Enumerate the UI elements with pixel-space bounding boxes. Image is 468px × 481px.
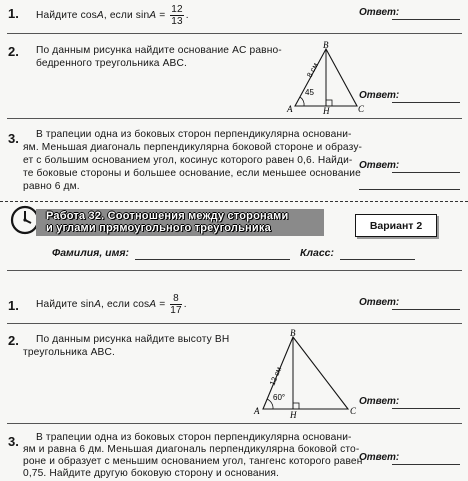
answer-label: Ответ: [359,396,400,407]
vertex-label-a: A [287,104,293,114]
variant-badge [355,214,437,237]
answer-line[interactable] [392,309,460,310]
answer-line[interactable] [392,19,460,20]
question-text-line: ям. Меньшая диагональ перпендикулярна боковой стороне и образу- [23,142,363,153]
question-number: 3. [8,131,19,146]
answer-label: Ответ: [359,160,400,171]
vertex-label-c: C [358,104,365,114]
cut-line [0,201,468,202]
vertex-label-h: H [323,106,330,115]
divider [7,270,462,271]
title-line: Работа 32. Соотношения между сторонами [46,210,289,222]
question-text-line: По данным рисунка найдите основание AC равно- [36,45,282,56]
question-number: 2. [8,333,19,348]
question-text-line: По данным рисунка найдите высоту BH [36,334,230,345]
divider [7,323,462,324]
question-text-line: роне и образует с меньшим основанием угол, тангенс которого равен [23,456,363,467]
side-label: 12 см [267,365,284,387]
answer-label: Ответ: [359,452,400,463]
answer-label: Ответ: [359,90,400,101]
variant-label: Вариант 2 [369,219,423,232]
answer-label: Ответ: [359,7,400,18]
question-number: 1. [8,298,19,313]
divider [7,33,462,34]
question-text-line: ет с большим основанием угол, косинус которого равен 0,6. Найди- [23,155,353,166]
answer-line[interactable] [359,189,460,190]
vertex-label-c: C [350,406,357,416]
answer-line[interactable] [392,464,460,465]
fraction: $\frac{12}{13}$ [171,4,183,27]
question-text-line: В трапеции одна из боковых сторон перпендикулярна основани- [36,432,352,443]
vertex-label-b: B [290,328,296,338]
answer-line[interactable] [392,172,460,173]
angle-label: 45 [305,88,314,97]
side-label: 8 см [304,61,320,79]
answer-line[interactable] [392,102,460,103]
question-text-line: бедренного треугольника ABC. [36,58,187,69]
divider [7,118,462,119]
vertex-label-h: H [290,410,297,420]
vertex-label-b: B [323,40,329,50]
angle-label: 60° [273,393,286,402]
name-label: Фамилия, имя: [52,247,130,259]
question-number: 2. [8,44,19,59]
divider [7,423,462,424]
question-text-line: В трапеции одна из боковых сторон перпендикулярна основани- [36,129,352,140]
question-text-line: те боковые стороны и большее основание, если меньшее основание [23,168,361,179]
fraction: $\frac{8}{17}$ [170,293,182,316]
title-banner [36,209,324,236]
isosceles-triangle-figure [280,40,375,115]
title-line: и углами прямоугольного треугольника [46,222,271,234]
vertex-label-a: A [254,406,260,416]
answer-label: Ответ: [359,297,400,308]
question-text: Найдите cosA, если sinA = $\frac{12}{13}$ . [36,4,189,27]
question-text: Найдите sinA, если cosA = $\frac{8}{17}$ . [36,293,187,316]
question-number: 3. [8,434,19,449]
question-text-line: равно 6 дм. [23,181,80,192]
question-text-line: 0,75. Найдите другую боковую сторону и основания. [23,468,279,479]
question-number: 1. [8,6,19,21]
question-text-line: треугольника ABC. [23,347,115,358]
right-triangle-figure [250,328,365,420]
answer-line[interactable] [392,408,460,409]
name-field[interactable] [135,259,290,260]
question-text-line: ям и равна 6 дм. Меньшая диагональ перпендикулярна боковой сто- [23,444,360,455]
class-label: Класс: [300,247,335,259]
class-field[interactable] [340,259,415,260]
